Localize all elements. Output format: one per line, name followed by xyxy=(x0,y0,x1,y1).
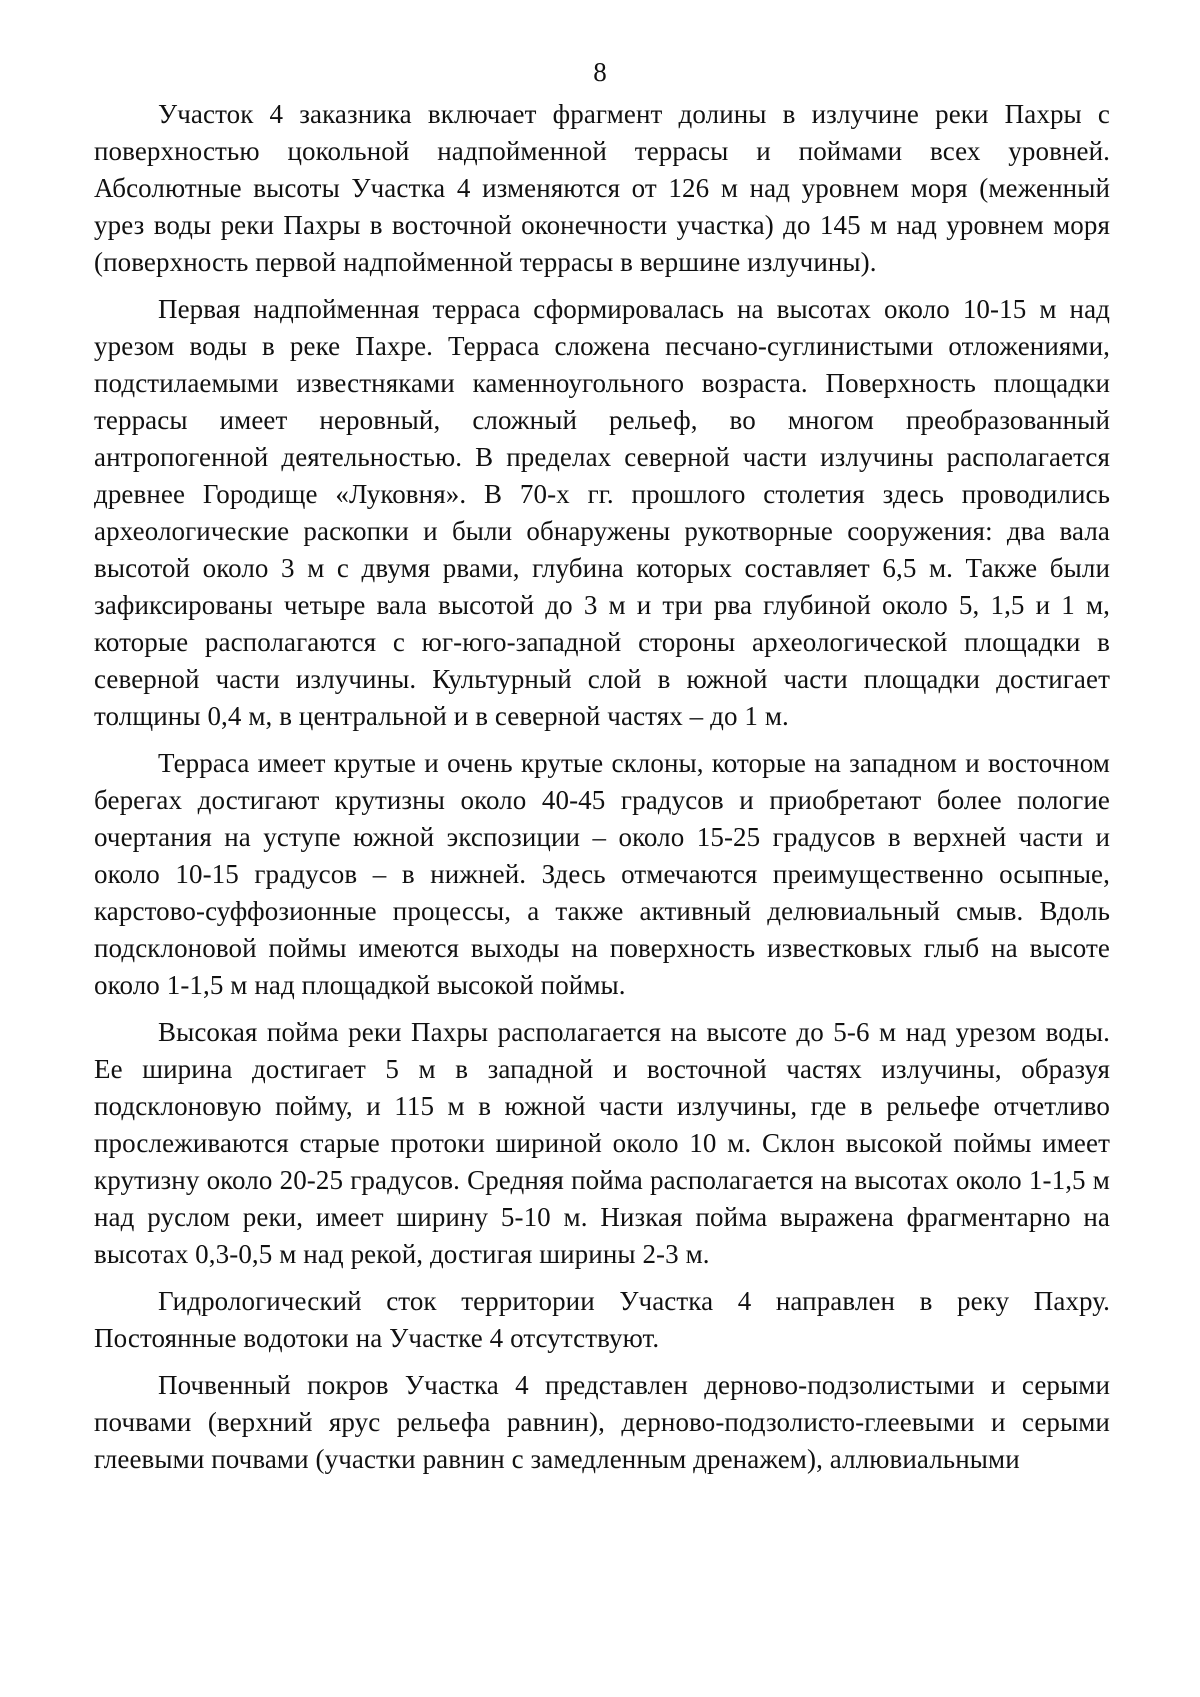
paragraph-first-terrace: Первая надпойменная терраса сформировалась на высотах около 10-15 м над урезом воды в реке Пахре. Терраса сложена песчано-суглинистыми отложениями, подстилаемыми известняками каменноугольного возраста. Поверхность площадки террасы имеет неровный, сложный рельеф, во многом преобразованный антропогенной деятельностью. В пределах северной части излучины располагается древнее Городище «Луковня». В 70-х гг. прошлого столетия здесь проводились археологические раскопки и были обнаружены рукотворные сооружения: два вала высотой около 3 м с двумя рвами, глубина которых составляет 6,5 м. Также были зафиксированы четыре вала высотой до 3 м и три рва глубиной около 5, 1,5 и 1 м, которые располагаются с юг-юго-западной стороны археологической площадки в северной части излучины. Культурный слой в южной части площадки достигает толщины 0,4 м, в центральной и в северной частях – до 1 м. xyxy=(94,294,1110,731)
paragraph-high-floodplain: Высокая пойма реки Пахры располагается на высоте до 5-6 м над урезом воды. Ее ширина достигает 5 м в западной и восточной частях излучины, образуя подсклоновую пойму, и 115 м в южной части излучины, где в рельефе отчетливо прослеживаются старые протоки шириной около 10 м. Склон высокой поймы имеет крутизну около 20-25 градусов. Средняя пойма располагается на высотах около 1-1,5 м над руслом реки, имеет ширину 5-10 м. Низкая пойма выражена фрагментарно на высотах 0,3-0,5 м над рекой, достигая ширины 2-3 м. xyxy=(94,1017,1110,1269)
paragraph-terrace-slopes: Терраса имеет крутые и очень крутые склоны, которые на западном и восточном берегах достигают крутизны около 40-45 градусов и приобретают более пологие очертания на уступе южной экспозиции – около 15-25 градусов в верхней части и около 10-15 градусов – в нижней. Здесь отмечаются преимущественно осыпные, карстово-суффозионные процессы, а также активный делювиальный смыв. Вдоль подсклоновой поймы имеются выходы на поверхность известковых глыб на высоте около 1-1,5 м над площадкой высокой поймы. xyxy=(94,748,1110,1000)
page-number: 8 xyxy=(593,57,607,87)
paragraph-site-4-overview: Участок 4 заказника включает фрагмент долины в излучине реки Пахры с поверхностью цокольной надпойменной террасы и поймами всех уровней. Абсолютные высоты Участка 4 изменяются от 126 м над уровнем моря (меженный урез воды реки Пахры в восточной оконечности участка) до 145 м над уровнем моря (поверхность первой надпойменной террасы в вершине излучины). xyxy=(94,99,1110,277)
paragraph-hydrology: Гидрологический сток территории Участка 4 направлен в реку Пахру. Постоянные водотоки на Участке 4 отсутствуют. xyxy=(94,1286,1110,1353)
body-text xyxy=(94,96,1110,1488)
paragraph-soil-cover: Почвенный покров Участка 4 представлен дерново-подзолистыми и серыми почвами (верхний ярус рельефа равнин), дерново-подзолисто-глеевыми и серыми глеевыми почвами (участки равнин с замедленным дренажем), аллювиальными xyxy=(94,1370,1110,1474)
